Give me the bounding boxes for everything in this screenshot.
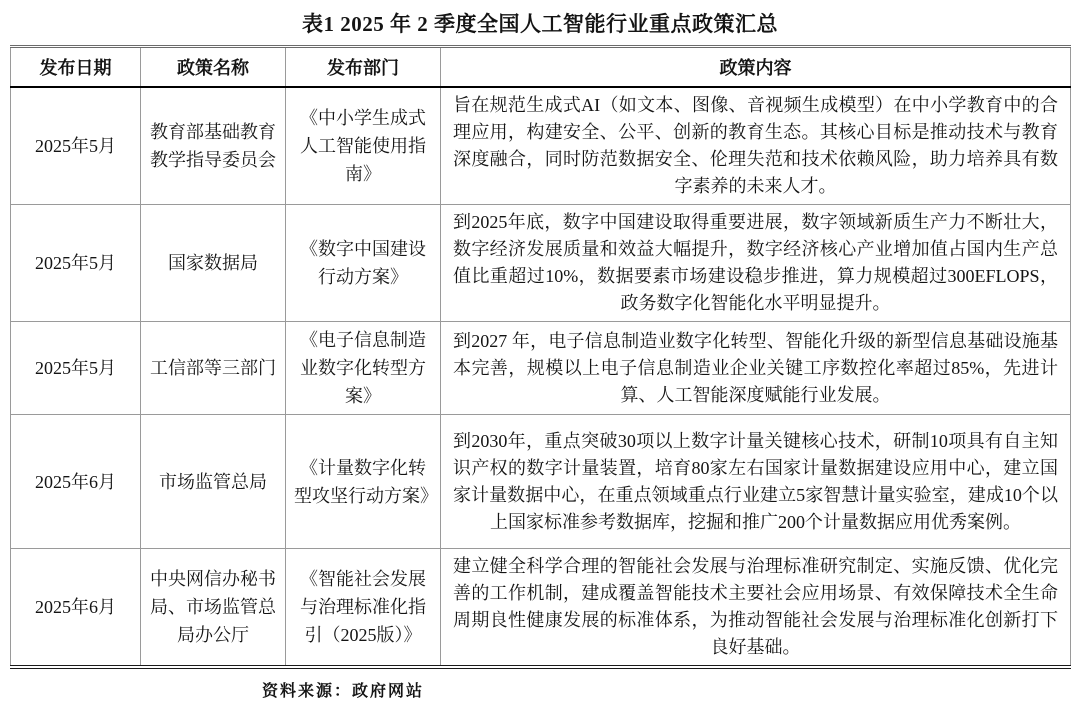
cell-policy-content: 到2027 年，电子信息制造业数字化转型、智能化升级的新型信息基础设施基本完善，规模以上电子信息制造业企业关键工序数控化率超过85%，先进计算、人工智能深度赋能行业发展。 — [441, 322, 1071, 415]
cell-policy-content: 到2030年，重点突破30项以上数字计量关键核心技术，研制10项具有自主知识产权的数字计量装置，培育80家左右国家计量数据建设应用中心，建立国家计量数据中心，在重点领域重点行业建立5家智慧计量实验室，建成10个以上国家标准参考数据库，挖掘和推广200个计量数据应用优秀案例。 — [441, 415, 1071, 549]
cell-issuing-dept: 《电子信息制造业数字化转型方案》 — [286, 322, 441, 415]
cell-issuing-dept: 《计量数字化转型攻坚行动方案》 — [286, 415, 441, 549]
cell-publish-date: 2025年5月 — [11, 87, 141, 205]
cell-policy-name: 国家数据局 — [141, 205, 286, 322]
col-header-publish-date: 发布日期 — [11, 47, 141, 88]
col-header-policy-content: 政策内容 — [441, 47, 1071, 88]
cell-policy-content: 旨在规范生成式AI（如文本、图像、音视频生成模型）在中小学教育中的合理应用，构建安全、公平、创新的教育生态。其核心目标是推动技术与教育深度融合，同时防范数据安全、伦理失范和技术依赖风险，助力培养具有数字素养的未来人才。 — [441, 87, 1071, 205]
col-header-policy-name: 政策名称 — [141, 47, 286, 88]
cell-policy-name: 中央网信办秘书局、市场监管总局办公厅 — [141, 549, 286, 668]
cell-policy-name: 工信部等三部门 — [141, 322, 286, 415]
cell-publish-date: 2025年6月 — [11, 415, 141, 549]
table-row — [11, 322, 1071, 415]
table-row — [11, 415, 1071, 549]
table-row — [11, 549, 1071, 668]
cell-issuing-dept: 《智能社会发展与治理标准化指引（2025版）》 — [286, 549, 441, 668]
cell-policy-name: 教育部基础教育教学指导委员会 — [141, 87, 286, 205]
table-row — [11, 205, 1071, 322]
table-title: 表1 2025 年 2 季度全国人工智能行业重点政策汇总 — [302, 12, 778, 36]
cell-publish-date: 2025年6月 — [11, 549, 141, 668]
cell-issuing-dept: 《数字中国建设行动方案》 — [286, 205, 441, 322]
cell-policy-name: 市场监管总局 — [141, 415, 286, 549]
table-row — [11, 87, 1071, 205]
source-note: 资料来源：政府网站 — [262, 683, 425, 700]
cell-publish-date: 2025年5月 — [11, 205, 141, 322]
cell-publish-date: 2025年5月 — [11, 322, 141, 415]
cell-policy-content: 建立健全科学合理的智能社会发展与治理标准研究制定、实施反馈、优化完善的工作机制，建成覆盖智能技术主要社会应用场景、有效保障技术全生命周期良性健康发展的标准体系，为推动智能社会发展与治理标准化创新打下良好基础。 — [441, 549, 1071, 668]
header-row — [11, 47, 1071, 88]
policy-summary-table — [10, 45, 1071, 669]
cell-policy-content: 到2025年底，数字中国建设取得重要进展，数字领域新质生产力不断壮大，数字经济发展质量和效益大幅提升，数字经济核心产业增加值占国内生产总值比重超过10%，数据要素市场建设稳步推进，算力规模超过300EFLOPS，政务数字化智能化水平明显提升。 — [441, 205, 1071, 322]
col-header-issuing-dept: 发布部门 — [286, 47, 441, 88]
cell-issuing-dept: 《中小学生成式人工智能使用指南》 — [286, 87, 441, 205]
